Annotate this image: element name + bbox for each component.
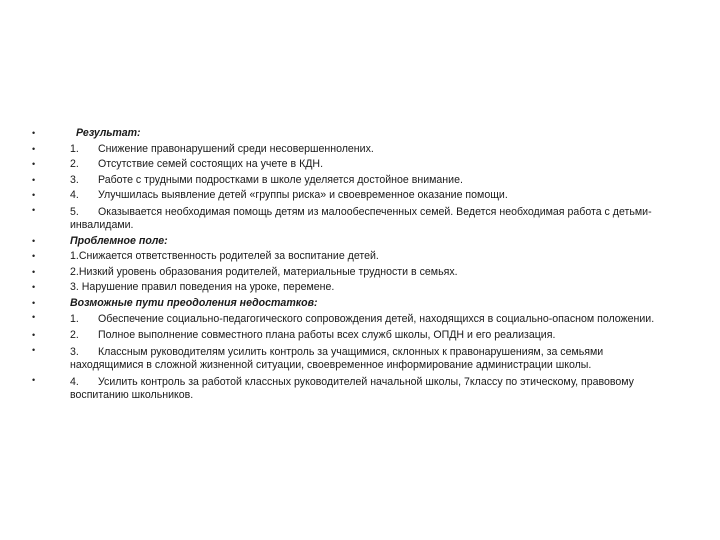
bullet-icon: • xyxy=(32,204,36,215)
list-item xyxy=(29,265,679,281)
list-item xyxy=(29,188,679,204)
list-item xyxy=(29,157,679,173)
item-text: Снижение правонарушений среди несовершеннолених. xyxy=(98,142,374,155)
bullet-icon: • xyxy=(32,251,36,261)
item-number: 1. xyxy=(70,142,79,155)
bullet-icon: • xyxy=(32,143,36,154)
list-item xyxy=(29,374,679,404)
list-item xyxy=(29,173,679,189)
list-item xyxy=(29,142,679,158)
item-text: Усилить контроль за работой классных руководителей начальной школы, 7классу по этическому, правовому воспитанию школьников. xyxy=(70,375,634,401)
item-text: Работе с трудными подростками в школе уделяется достойное внимание. xyxy=(98,173,463,186)
item-number: 5. xyxy=(70,205,79,218)
item-number: 4. xyxy=(70,189,79,201)
item-number: 2. xyxy=(70,329,79,341)
item-text: 1.Снижается ответственность родителей за воспитание детей. xyxy=(70,250,379,262)
bullet-icon: • xyxy=(32,344,36,355)
item-text: Обеспечение социально-педагогического сопровождения детей, находящихся в социально-опасном положении. xyxy=(98,313,655,325)
bullet-icon: • xyxy=(32,128,36,138)
bullet-icon: • xyxy=(32,297,36,308)
item-text: 3. Нарушение правил поведения на уроке, перемене. xyxy=(70,281,335,293)
item-number: 3. xyxy=(70,345,79,358)
bullet-icon: • xyxy=(32,266,36,277)
list-item xyxy=(29,234,679,250)
list-item xyxy=(29,296,679,312)
item-number: 1. xyxy=(70,313,79,325)
bullet-icon: • xyxy=(32,330,36,340)
bullet-list xyxy=(29,126,679,404)
bullet-icon: • xyxy=(32,282,36,292)
item-number: 3. xyxy=(70,173,79,186)
list-item xyxy=(29,311,679,328)
list-item xyxy=(29,204,679,234)
item-number: 4. xyxy=(70,375,79,388)
list-item xyxy=(29,328,679,344)
list-item xyxy=(29,344,679,374)
section-heading-solutions: Возможные пути преодоления недостатков: xyxy=(70,296,318,309)
item-text: Оказывается необходимая помощь детям из малообеспеченных семей. Ведется необходимая работа с детьми-инвалидами. xyxy=(70,205,652,231)
bullet-icon: • xyxy=(32,374,36,385)
bullet-icon: • xyxy=(32,312,36,322)
section-heading-problems: Проблемное поле: xyxy=(70,234,168,247)
bullet-icon: • xyxy=(32,159,36,169)
bullet-icon: • xyxy=(32,235,36,246)
list-item xyxy=(29,280,679,296)
item-text: 2.Низкий уровень образования родителей, материальные трудности в семьях. xyxy=(70,265,458,278)
bullet-icon: • xyxy=(32,174,36,185)
list-item xyxy=(29,126,679,142)
item-text: Улучшилась выявление детей «группы риска» и своевременное оказание помощи. xyxy=(98,189,508,201)
item-text: Классным руководителям усилить контроль за учащимися, склонных к правонарушениям, за семьями находящимися в сложной жизненной ситуации, своевременное информирование администрации школы. xyxy=(70,345,604,371)
item-text: Отсутствие семей состоящих на учете в КДН. xyxy=(98,158,324,170)
list-item xyxy=(29,249,679,265)
item-number: 2. xyxy=(70,158,79,170)
section-heading-result: Результат: xyxy=(76,127,141,139)
item-text: Полное выполнение совместного плана работы всех служб школы, ОПДН и его реализация. xyxy=(98,329,556,341)
bullet-icon: • xyxy=(32,190,36,200)
